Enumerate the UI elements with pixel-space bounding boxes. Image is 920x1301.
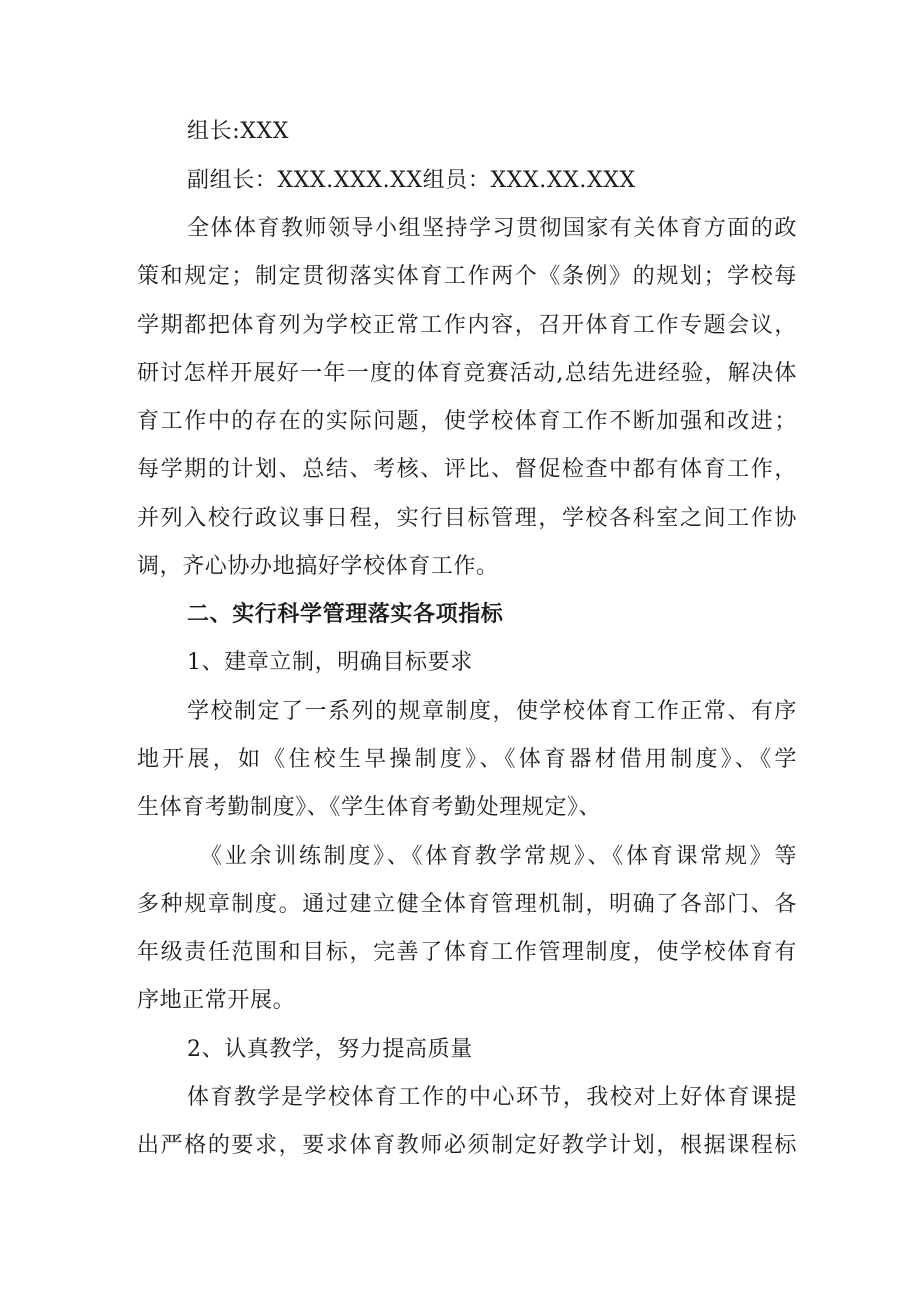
paragraph-line: 策和规定；制定贯彻落实体育工作两个《条例》的规划；学校每 (137, 264, 797, 289)
paragraph-line: 地开展，如《住校生早操制度》、《体育器材借用制度》、《学 (137, 747, 797, 772)
paragraph-line: 育工作中的存在的实际问题，使学校体育工作不断加强和改进； (137, 409, 797, 434)
paragraph-line: 学校制定了一系列的规章制度，使学校体育工作正常、有序 (187, 699, 797, 724)
paragraph-line: 并列入校行政议事日程，实行目标管理，学校各科室之间工作协 (137, 506, 797, 531)
paragraph-line: 年级责任范围和目标，完善了体育工作管理制度，使学校体育有 (137, 940, 797, 965)
subsection-heading: 2、认真教学，努力提高质量 (187, 1037, 473, 1062)
section-heading: 二、实行科学管理落实各项指标 (187, 602, 504, 627)
paragraph-line: 序地正常开展。 (137, 988, 296, 1013)
paragraph-line: 生体育考勤制度》、《学生体育考勤处理规定》、 (137, 795, 602, 820)
leader-line: 组长:XXX (187, 119, 289, 144)
paragraph-line: 多种规章制度。通过建立健全体育管理机制，明确了各部门、各 (137, 892, 797, 917)
paragraph-line: 学期都把体育列为学校正常工作内容，召开体育工作专题会议， (137, 313, 797, 338)
paragraph-line: 每学期的计划、总结、考核、评比、督促检查中都有体育工作， (137, 457, 797, 482)
paragraph-line: 研讨怎样开展好一年一度的体育竞赛活动,总结先进经验，解决体 (137, 361, 797, 386)
subsection-heading: 1、建章立制，明确目标要求 (187, 650, 473, 675)
paragraph-line: 调，齐心协办地搞好学校体育工作。 (137, 554, 499, 579)
paragraph-line: 《业余训练制度》、《体育教学常规》、《体育课常规》等 (200, 844, 797, 869)
paragraph-line: 全体体育教师领导小组坚持学习贯彻国家有关体育方面的政 (187, 216, 797, 241)
paragraph-line: 出严格的要求，要求体育教师必须制定好教学计划，根据课程标 (137, 1133, 797, 1158)
paragraph-line: 体育教学是学校体育工作的中心环节，我校对上好体育课提 (187, 1085, 797, 1110)
deputy-line: 副组长：XXX.XXX.XX组员：XXX.XX.XXX (187, 168, 636, 193)
